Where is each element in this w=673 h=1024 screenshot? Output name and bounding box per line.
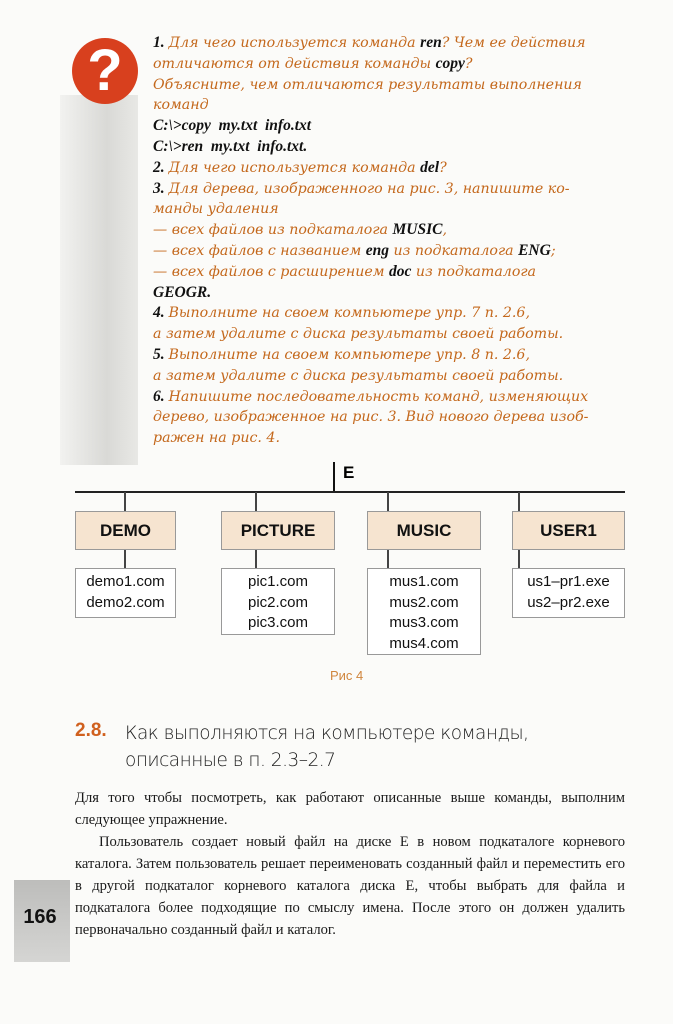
question-text: из подкаталога	[388, 243, 519, 259]
question-line	[153, 387, 625, 407]
command-text: MUSIC	[392, 221, 443, 239]
command-text: eng	[365, 242, 389, 259]
command-text: del	[420, 158, 440, 176]
section-number: 2.8.	[75, 720, 107, 741]
connector	[387, 492, 389, 511]
question-text: ,	[442, 222, 447, 239]
question-line	[153, 366, 625, 386]
file-item: pic1.com	[247, 573, 309, 590]
question-text: ?	[464, 55, 473, 72]
tree-horizontal-line	[75, 491, 625, 493]
file-item: mus3.com	[389, 614, 459, 631]
question-line	[153, 220, 625, 240]
connector	[124, 492, 126, 511]
question-text: Выполните на своем компьютере упр. 7 п. 2.6,	[168, 305, 530, 322]
question-line	[153, 137, 625, 157]
question-line	[153, 324, 625, 344]
picture-files	[221, 568, 335, 635]
question-text: Объясните, чем отличаются результаты выполнения	[153, 76, 582, 93]
question-text: дерево, изображенное на рис. 3. Вид нового дерева изоб-	[153, 409, 589, 426]
section-title: Как выполняются на компьютере команды, описанные в п. 2.3–2.7	[125, 723, 529, 771]
question-line	[153, 95, 625, 115]
question-text: — всех файлов из подкаталога	[153, 222, 393, 239]
question-line	[153, 116, 625, 136]
file-item: pic3.com	[247, 614, 309, 631]
command-text: 6.	[153, 387, 169, 405]
folder-demo: DEMO	[75, 511, 176, 550]
file-item: mus4.com	[389, 634, 459, 652]
question-line	[153, 179, 625, 199]
connector	[255, 492, 257, 511]
command-text: GEOGR.	[153, 283, 212, 301]
root-connector	[333, 462, 335, 492]
folder-picture: PICTURE	[221, 511, 335, 550]
command-text: 2.	[153, 158, 169, 176]
question-text: ?	[439, 159, 447, 176]
question-line	[153, 407, 625, 427]
file-item: mus2.com	[389, 593, 459, 611]
file-item: us1–pr1.exe	[527, 573, 610, 590]
question-text: ражен на рис. 4.	[153, 430, 280, 447]
connector	[387, 550, 389, 568]
paragraph: Пользователь создает новый файл на диске E в новом подкаталоге корневого каталога. Затем пользователь решает переименовать созданный файл и переместить его в другой подкаталог корневого каталога диска E, чтобы выбрать для файла и подкаталога более подходящие по смыслу имена. После этого он должен удалить первоначально созданный файл и каталог.	[75, 834, 625, 938]
question-line	[153, 345, 625, 365]
root-label: E	[343, 463, 355, 482]
command-text: copy	[435, 54, 465, 72]
question-text: — всех файлов с названием	[153, 243, 366, 259]
page-number: 166	[23, 906, 57, 928]
question-line	[153, 262, 625, 282]
question-text: отличаются от действия команды	[153, 55, 436, 72]
command-text: C:\>ren my.txt info.txt.	[153, 138, 308, 155]
question-text: Для дерева, изображенного на рис. 3, напишите ко-	[168, 180, 570, 197]
folder-music: MUSIC	[367, 511, 481, 550]
question-line	[153, 75, 625, 95]
file-item: demo1.com	[86, 573, 165, 590]
figure-caption: Рис 4	[330, 668, 364, 683]
question-text: Выполните на своем компьютере упр. 8 п. 2.6,	[168, 347, 530, 363]
question-text: манды удаления	[153, 201, 279, 218]
connector	[255, 550, 257, 568]
folder-user1: USER1	[512, 511, 625, 550]
file-item: us2–pr2.exe	[527, 593, 610, 611]
question-text: команд	[153, 97, 209, 114]
connector	[518, 492, 520, 511]
command-text: ren	[420, 34, 442, 51]
user1-files	[512, 568, 625, 618]
question-text: из подкаталога	[411, 263, 537, 280]
command-text: C:\>copy my.txt info.txt	[153, 117, 312, 135]
question-line	[153, 33, 625, 53]
file-item: mus1.com	[389, 573, 459, 590]
demo-files	[75, 568, 176, 618]
question-line	[153, 199, 625, 219]
command-text: 3.	[153, 179, 169, 197]
question-line	[153, 283, 625, 303]
question-text: а затем удалите с диска результаты своей работы.	[153, 367, 564, 384]
question-line	[153, 303, 625, 323]
question-text: Для чего используется команда	[168, 159, 421, 176]
paragraph: Для того чтобы посмотреть, как работают описанные выше команды, выполним следующее упражнение.	[75, 790, 625, 828]
sidebar-shading	[60, 95, 138, 465]
question-line	[153, 241, 625, 261]
connector	[124, 550, 126, 568]
question-text: Напишите последовательность команд, изменяющих	[168, 388, 589, 405]
command-text: 4.	[153, 304, 169, 322]
question-line	[153, 54, 625, 74]
file-item: demo2.com	[86, 593, 165, 611]
music-files	[367, 568, 481, 655]
question-mark-icon: ?	[72, 38, 138, 104]
question-text: — всех файлов с расширением	[153, 263, 389, 280]
file-item: pic2.com	[247, 593, 309, 611]
command-text: 1.	[153, 34, 169, 51]
question-text: Для чего используется команда	[168, 35, 421, 51]
command-text: 5.	[153, 346, 169, 363]
question-text: ;	[550, 243, 556, 259]
connector	[518, 550, 520, 568]
body-text	[75, 787, 625, 941]
command-text: ENG	[518, 242, 551, 259]
question-text: а затем удалите с диска результаты своей работы.	[153, 326, 564, 343]
command-text: doc	[389, 262, 412, 280]
question-line	[153, 158, 625, 178]
question-line	[153, 428, 625, 448]
question-text: ? Чем ее действия	[441, 35, 586, 51]
